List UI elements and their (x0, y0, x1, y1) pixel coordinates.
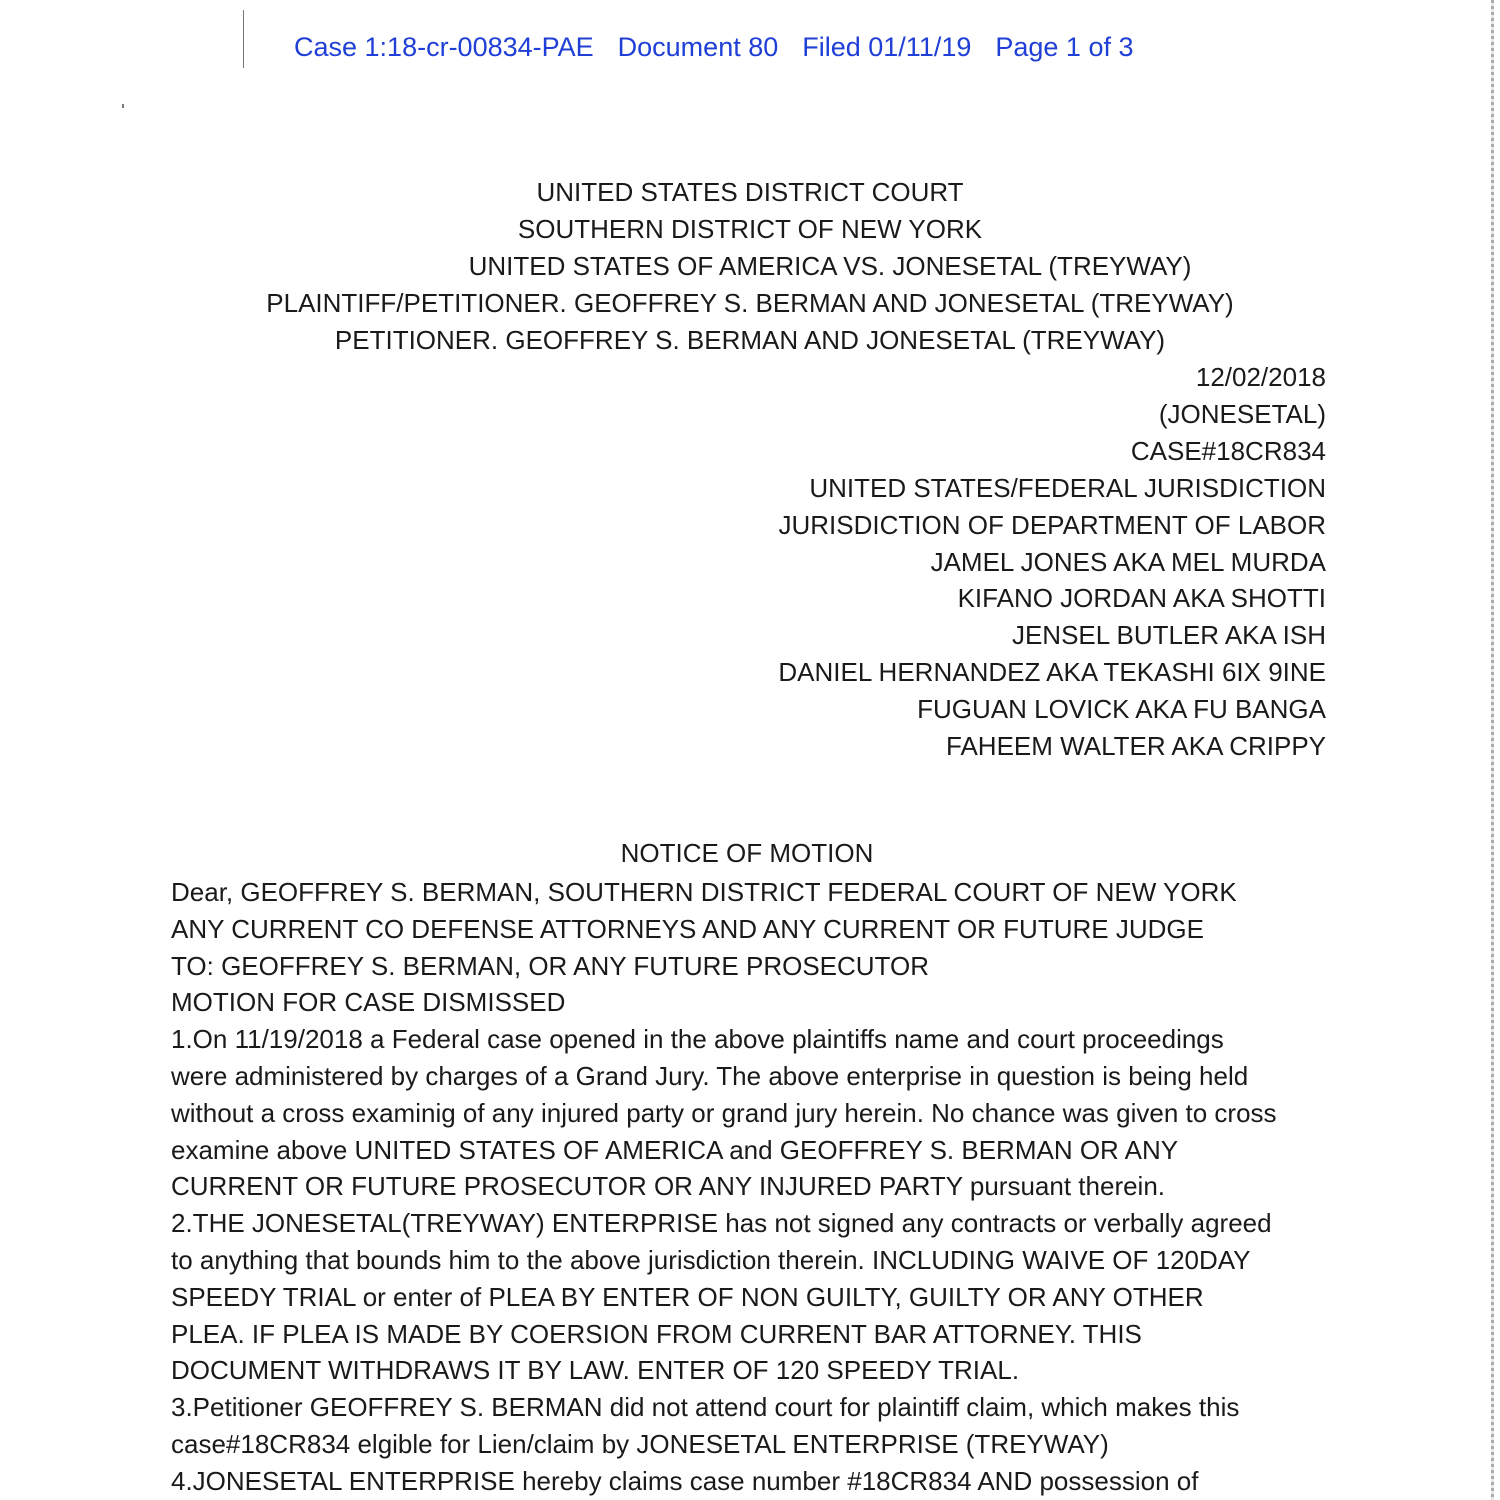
body-line: CURRENT OR FUTURE PROSECUTOR OR ANY INJURED PARTY pursuant therein. (171, 1171, 1166, 1202)
notice-title: NOTICE OF MOTION (620, 838, 874, 868)
case-number: Case 1:18-cr-00834-PAE (294, 32, 594, 62)
scan-artifact (122, 104, 124, 108)
caption-line: UNITED STATES OF AMERICA VS. JONESETAL (TREYWAY) (468, 251, 1192, 281)
document-number: Document 80 (617, 32, 779, 62)
party-line: (JONESETAL) (1158, 398, 1326, 429)
jurisdiction-line: UNITED STATES/FEDERAL JURISDICTION (809, 472, 1326, 503)
defendant-line: FUGUAN LOVICK AKA FU BANGA (917, 694, 1326, 725)
defendant-line: FAHEEM WALTER AKA CRIPPY (946, 731, 1326, 762)
page-indicator: Page 1 of 3 (995, 32, 1134, 62)
caption-line: UNITED STATES DISTRICT COURT (536, 177, 964, 207)
body-line: 4.JONESETAL ENTERPRISE hereby claims case number #18CR834 AND possession of (171, 1465, 1199, 1496)
body-line: to anything that bounds him to the above jurisdiction therein. INCLUDING WAIVE OF 120DAY (171, 1244, 1251, 1275)
body-line: without a cross examinig of any injured party or grand jury herein. No chance was given to cross (171, 1097, 1277, 1128)
court-filing-header (294, 32, 1158, 63)
filing-date: 12/02/2018 (1195, 362, 1326, 392)
caption-line: PLAINTIFF/PETITIONER. GEOFFREY S. BERMAN AND JONESETAL (TREYWAY) (266, 288, 1234, 318)
caption-line: SOUTHERN DISTRICT OF NEW YORK (517, 214, 983, 244)
body-line: SPEEDY TRIAL or enter of PLEA BY ENTER OF NON GUILTY, GUILTY OR ANY OTHER (171, 1281, 1204, 1312)
scan-edge (1491, 0, 1494, 1500)
body-line: were administered by charges of a Grand Jury. The above enterprise in question is being held (171, 1060, 1249, 1091)
scan-artifact (243, 10, 244, 68)
defendant-line: KIFANO JORDAN AKA SHOTTI (957, 583, 1326, 614)
body-line: ANY CURRENT CO DEFENSE ATTORNEYS AND ANY CURRENT OR FUTURE JUDGE (171, 913, 1204, 944)
case-reference: CASE#18CR834 (1130, 435, 1326, 466)
defendant-line: JENSEL BUTLER AKA ISH (1011, 620, 1326, 651)
case-caption (0, 174, 1500, 359)
caption-line: PETITIONER. GEOFFREY S. BERMAN AND JONESETAL (TREYWAY) (334, 325, 1166, 355)
motion-body (171, 874, 1341, 1500)
defendant-line: DANIEL HERNANDEZ AKA TEKASHI 6IX 9INE (778, 657, 1326, 688)
body-line: MOTION FOR CASE DISMISSED (171, 987, 566, 1018)
body-line: PLEA. IF PLEA IS MADE BY COERSION FROM CURRENT BAR ATTORNEY. THIS (171, 1318, 1142, 1349)
defendant-line: JAMEL JONES AKA MEL MURDA (930, 546, 1326, 577)
body-line: DOCUMENT WITHDRAWS IT BY LAW. ENTER OF 120 SPEEDY TRIAL. (171, 1355, 1020, 1386)
body-line: 3.Petitioner GEOFFREY S. BERMAN did not attend court for plaintiff claim, which makes this (171, 1392, 1240, 1423)
body-line: Dear, GEOFFREY S. BERMAN, SOUTHERN DISTRICT FEDERAL COURT OF NEW YORK (171, 877, 1237, 907)
filed-date: Filed 01/11/19 (802, 32, 972, 62)
body-line: 2.THE JONESETAL(TREYWAY) ENTERPRISE has not signed any contracts or verbally agreed (171, 1208, 1272, 1239)
body-line: examine above UNITED STATES OF AMERICA and GEOFFREY S. BERMAN OR ANY (171, 1134, 1179, 1165)
body-line: TO: GEOFFREY S. BERMAN, OR ANY FUTURE PROSECUTOR (171, 950, 929, 981)
parties-block (778, 359, 1326, 765)
body-line: 1.On 11/19/2018 a Federal case opened in the above plaintiffs name and court proceedings (171, 1024, 1224, 1055)
jurisdiction-line: JURISDICTION OF DEPARTMENT OF LABOR (778, 509, 1326, 540)
body-line: case#18CR834 elgible for Lien/claim by JONESETAL ENTERPRISE (TREYWAY) (171, 1428, 1109, 1459)
